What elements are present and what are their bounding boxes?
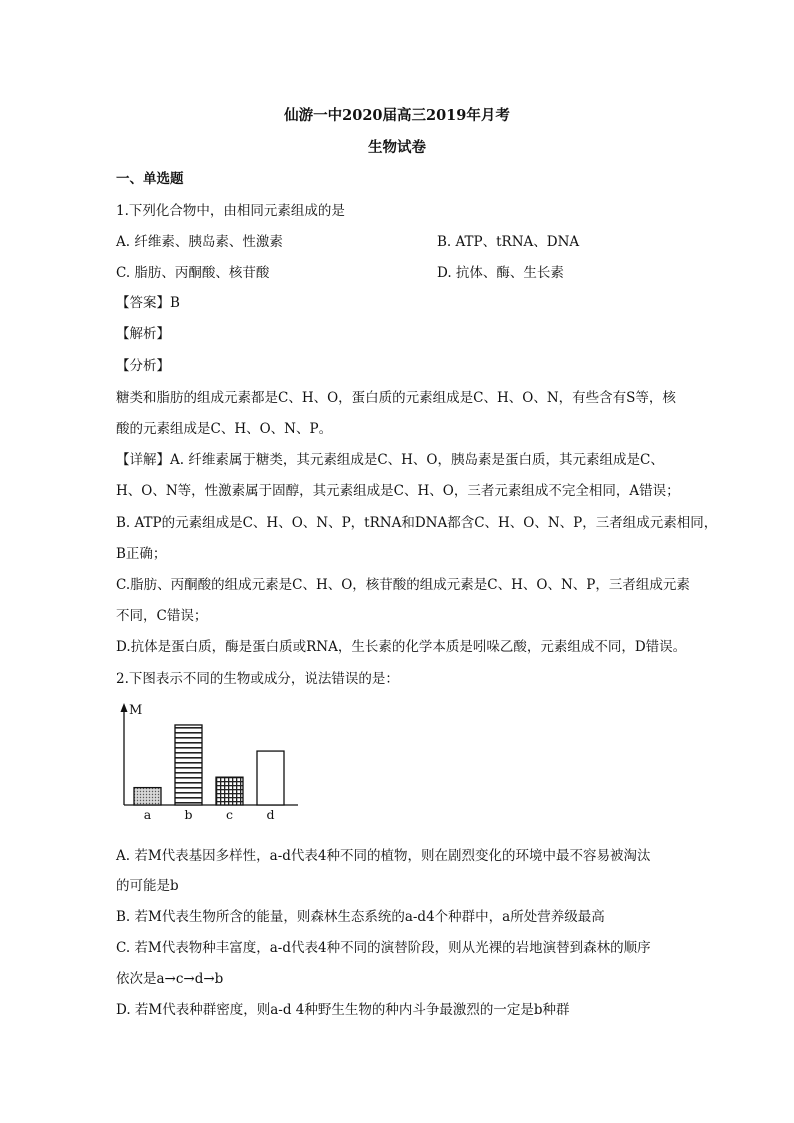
- bar-c: [216, 777, 243, 805]
- q2-option-line: A. 若M代表基因多样性，a-d代表4种不同的植物，则在剧烈变化的环境中最不容易被淘汰: [116, 848, 651, 864]
- q1-fenxi-label: 【分析】: [116, 358, 170, 374]
- x-tick-label: b: [184, 807, 193, 822]
- y-axis-label: M: [129, 703, 143, 718]
- bar-d: [257, 751, 284, 805]
- bar-a: [134, 788, 161, 805]
- chart-bars: [134, 725, 284, 805]
- exam-subtitle: 生物试卷: [368, 139, 426, 156]
- q1-option-a: A. 纤维素、胰岛素、性激素: [116, 234, 283, 250]
- q1-detail-line: B. ATP的元素组成是C、H、O、N、P，tRNA和DNA都含C、H、O、N、P，三者组成元素相同，: [116, 515, 718, 531]
- q2-option-line: D. 若M代表种群密度，则a-d 4种野生生物的种内斗争最激烈的一定是b种群: [116, 1002, 570, 1018]
- q1-option-c: C. 脂肪、丙酮酸、核苷酸: [116, 265, 270, 281]
- q1-stem: 1.下列化合物中，由相同元素组成的是: [116, 203, 345, 219]
- q1-detail-line: H、O、N等，性激素属于固醇，其元素组成是C、H、O，三者元素组成不完全相同，A错误；: [116, 483, 680, 499]
- q1-option-d: D. 抗体、酶、生长素: [437, 265, 564, 281]
- bar-b: [175, 725, 202, 805]
- q1-answer: 【答案】B: [116, 295, 180, 311]
- y-axis-arrow: [121, 703, 128, 712]
- q1-jiexi-label: 【解析】: [116, 326, 170, 342]
- section-heading: 一、单选题: [116, 171, 184, 187]
- q2-option-line: 的可能是b: [116, 878, 179, 894]
- q1-analysis-line: 酸的元素组成是C、H、O、N、P。: [116, 421, 333, 437]
- q1-detail-line: D.抗体是蛋白质，酶是蛋白质或RNA，生长素的化学本质是吲哚乙酸，元素组成不同，D错误。: [116, 639, 687, 655]
- q2-option-line: 依次是a→c→d→b: [116, 971, 224, 987]
- x-tick-label: c: [225, 807, 234, 822]
- q2-option-line: B. 若M代表生物所含的能量，则森林生态系统的a-d4个种群中，a所处营养级最高: [116, 909, 605, 925]
- x-tick-label: d: [266, 807, 275, 822]
- q2-option-line: C. 若M代表物种丰富度，a-d代表4种不同的演替阶段，则从光裸的岩地演替到森林的顺序: [116, 940, 651, 956]
- q1-analysis-line: 糖类和脂肪的组成元素都是C、H、O，蛋白质的元素组成是C、H、O、N，有些含有S等，核: [116, 390, 676, 406]
- x-tick-label: a: [143, 807, 152, 822]
- bar-chart: [112, 697, 302, 827]
- q2-stem: 2.下图表示不同的生物或成分，说法错误的是：: [116, 671, 399, 687]
- q1-option-b: B. ATP、tRNA、DNA: [437, 234, 580, 250]
- q1-detail-line: B正确；: [116, 546, 167, 562]
- q1-detail-line: C.脂肪、丙酮酸的组成元素是C、H、O，核苷酸的组成元素是C、H、O、N、P，三者组成元素: [116, 577, 690, 593]
- q1-detail-line: 【详解】A. 纤维素属于糖类，其元素组成是C、H、O，胰岛素是蛋白质，其元素组成是C、: [116, 452, 664, 468]
- q1-detail-line: 不同，C错误；: [116, 608, 208, 624]
- exam-title: 仙游一中2020届高三2019年月考: [284, 107, 510, 124]
